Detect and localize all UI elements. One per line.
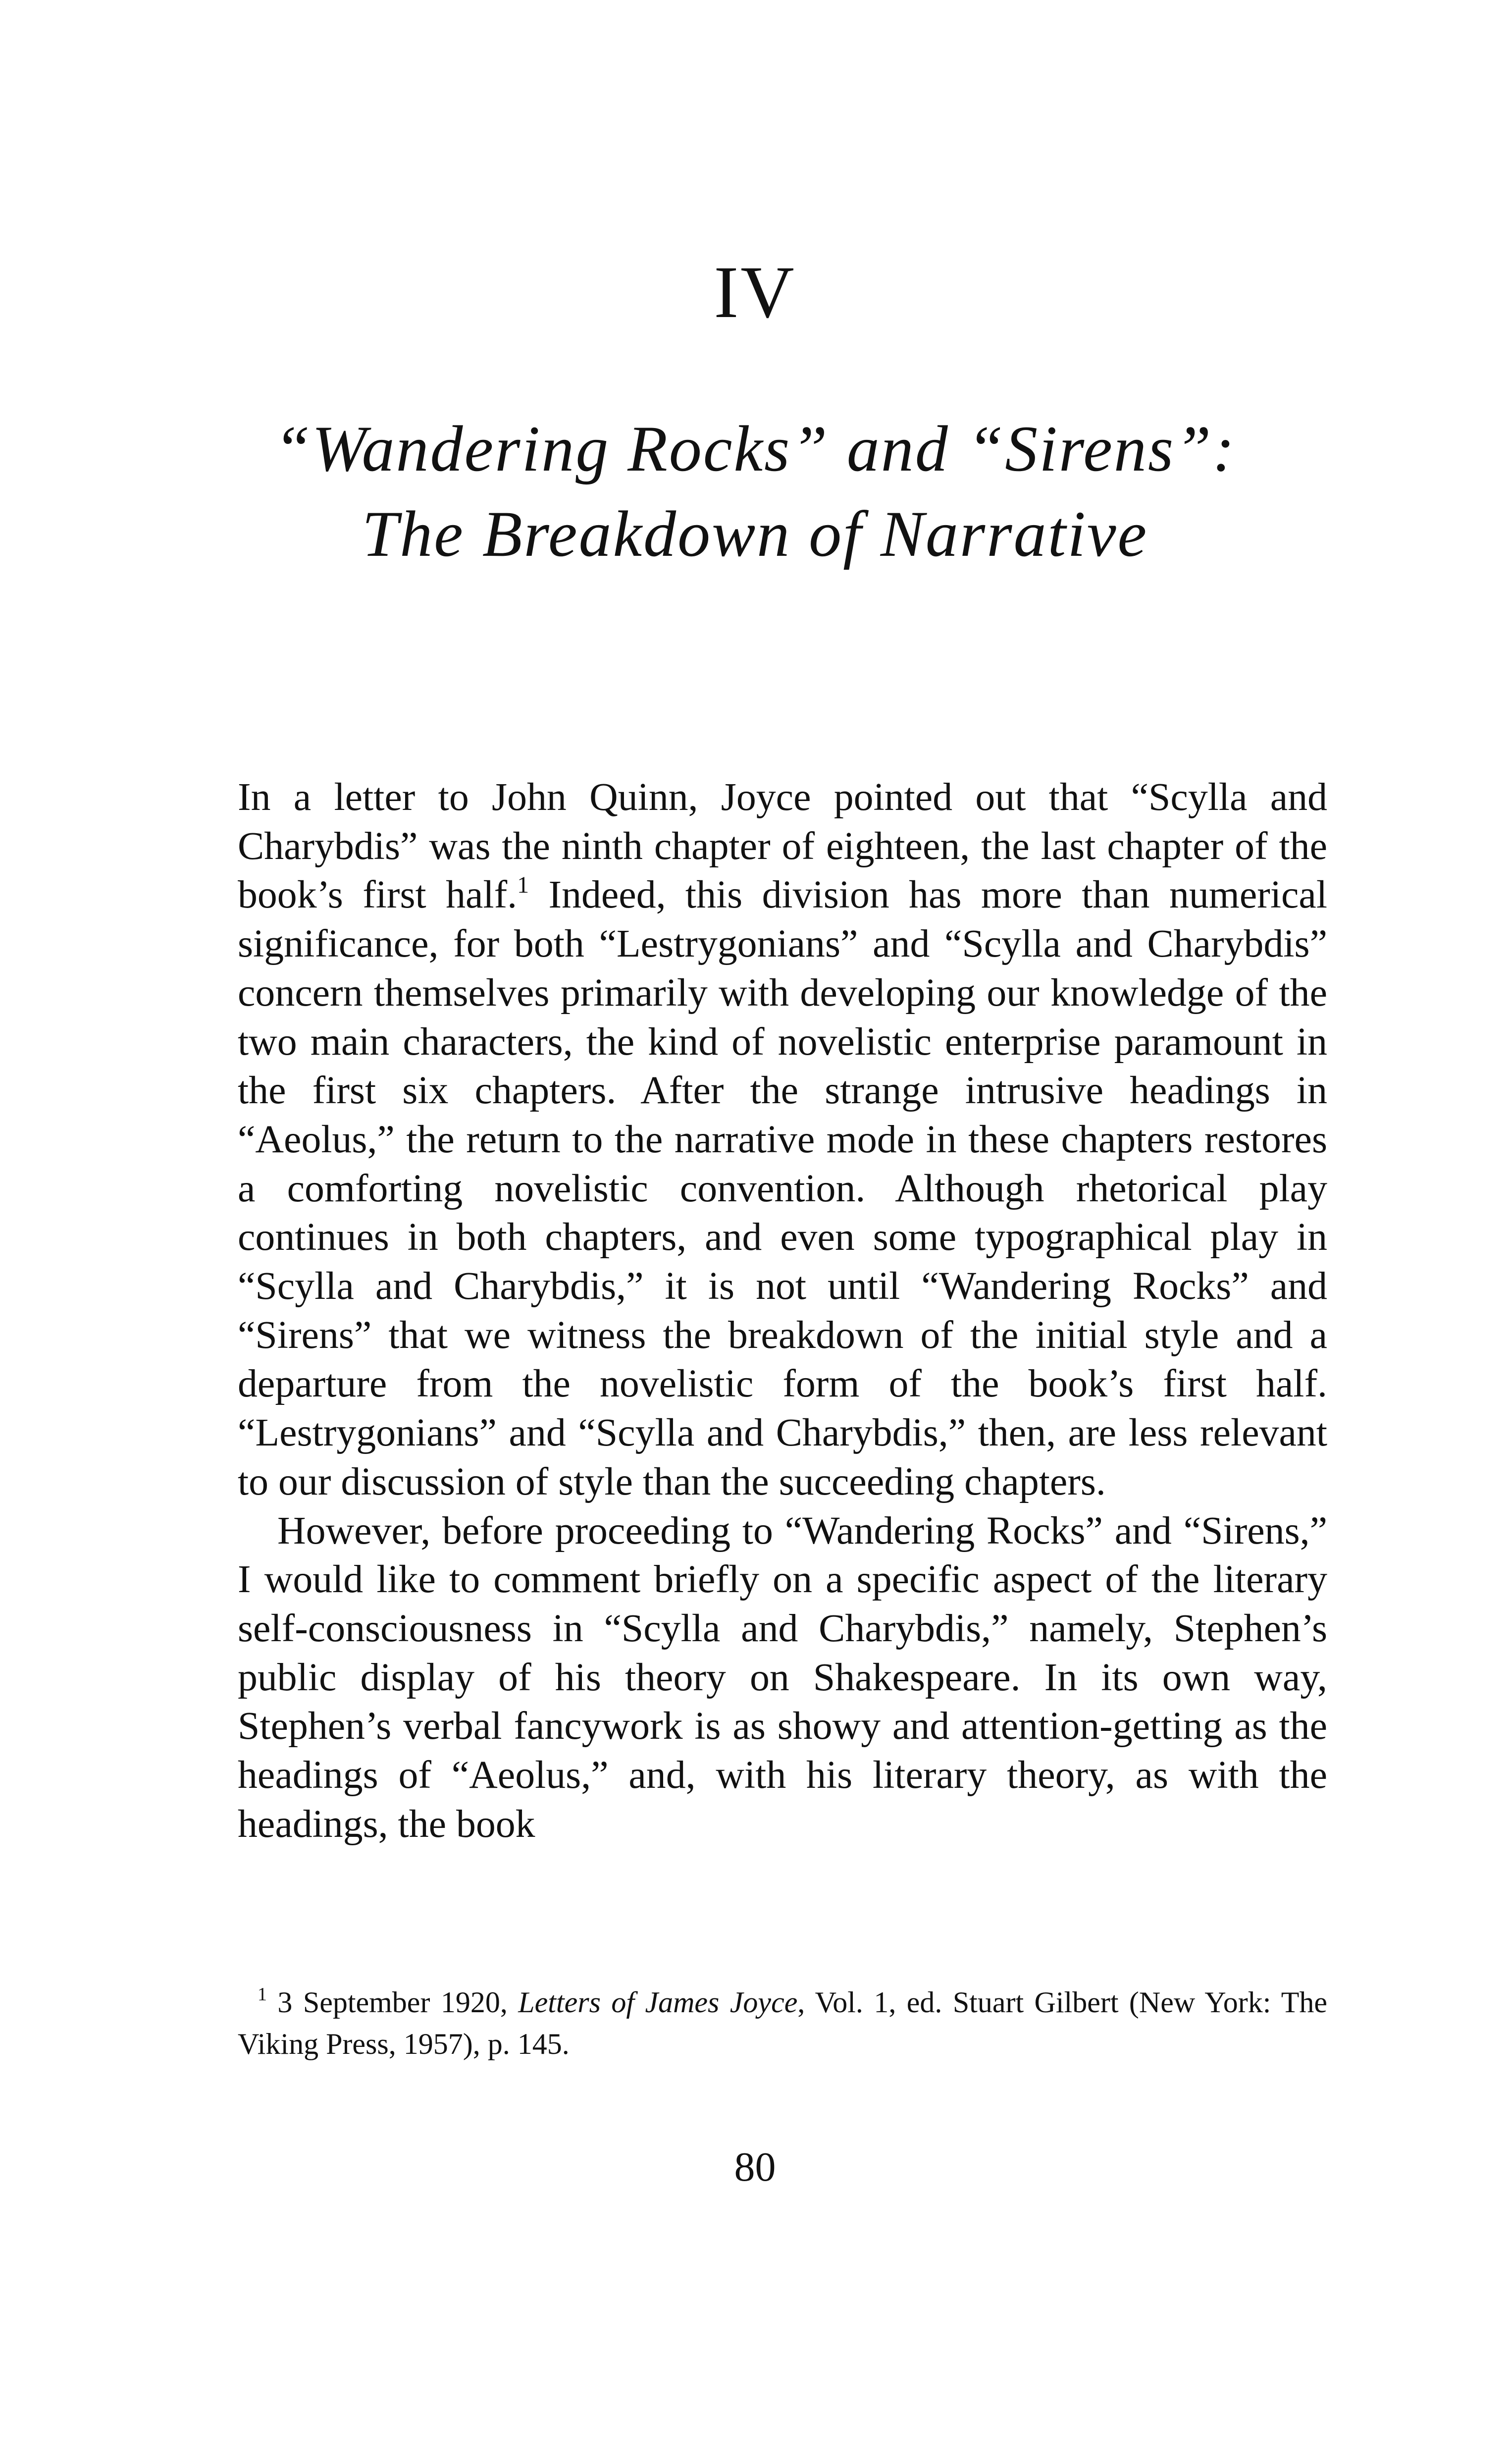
- paragraph-1-text-a: In a letter to John Quinn, Joyce pointed out that “Scylla and Charybdis” was the ninth chapter of eighteen, the last chapter of the book’s first half.: [238, 775, 1327, 917]
- footnote-work-title: Letters of James Joyce: [518, 1986, 798, 2019]
- chapter-number: IV: [714, 251, 796, 333]
- page-number: 80: [734, 2144, 776, 2190]
- footnote-reference: 1: [517, 872, 529, 899]
- body-text: [238, 773, 1327, 1848]
- footnote: [238, 1982, 1327, 2065]
- paragraph-2: However, before proceeding to “Wandering Rocks” and “Sirens,” I would like to comment briefly on a specific aspect of the literary self-consciousness in “Scylla and Charybdis,” namely, Stephen’s public display of his theory on Shakespeare. In its own way, Stephen’s verbal fancywork is as showy and attention-getting as the headings of “Aeolus,” and, with his literary theory, as with the headings, the book: [238, 1508, 1327, 1846]
- paragraph-1-text-b: Indeed, this division has more than numerical significance, for both “Lestrygonians” and “Scylla and Charybdis” concern themselves primarily with developing our knowledge of the two main characters, the kind of novelistic enterprise paramount in the first six chapters. After the strange intrusive headings in “Aeolus,” the return to the narrative mode in these chapters restores a comforting novelistic convention. Although rhetorical play continues in both chapters, and even some typographical play in “Scylla and Charybdis,” it is not until “Wandering Rocks” and “Sirens” that we witness the breakdown of the initial style and a departure from the novelistic form of the book’s first half. “Lestrygonians” and “Scylla and Charybdis,” then, are less relevant to our discussion of style than the succeeding chapters.: [238, 873, 1327, 1503]
- chapter-title-line-1: “Wandering Rocks” and “Sirens”:: [274, 412, 1236, 485]
- chapter-title: [0, 406, 1510, 577]
- footnote-date: 3 September 1920,: [267, 1986, 519, 2019]
- footnote-marker: 1: [258, 1984, 267, 2005]
- paragraph-1: [238, 773, 1327, 1506]
- footnote-details: , Vol. 1, ed. Stuart Gilbert (New York: The Viking Press, 1957), p. 145.: [238, 1986, 1327, 2060]
- chapter-title-line-2: The Breakdown of Narrative: [362, 497, 1148, 570]
